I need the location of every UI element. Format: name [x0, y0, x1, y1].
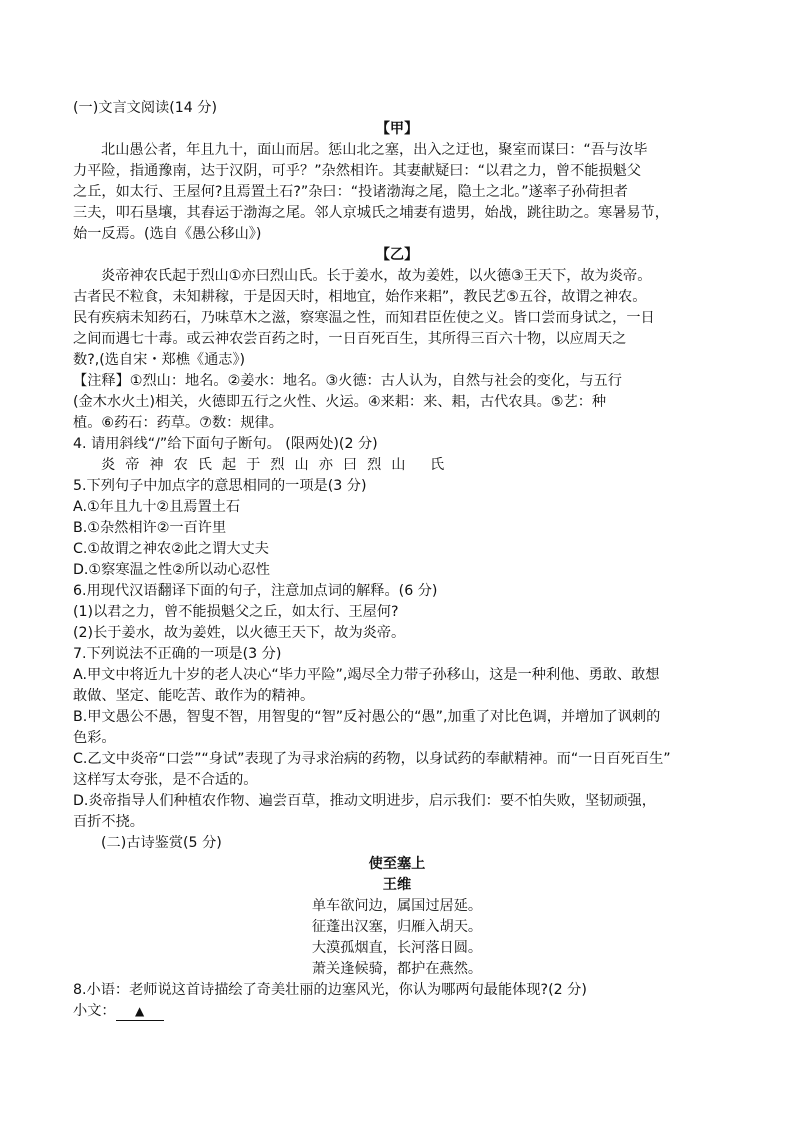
passage-b-line: 炎帝神农氏起于烈山①亦曰烈山氏。长于姜水，故为姜姓，以火德③王天下，故为炎帝。 [101, 268, 652, 284]
question-7-option-line: 这样写太夸张，是不合适的。 [73, 772, 258, 788]
question-5-option-d: D.①察寒温之性②所以动心忍性 [73, 562, 270, 578]
question-8-answer-row [73, 1001, 723, 1022]
answer-label: 小文： [73, 1003, 116, 1019]
question-4-stem: 4. 请用斜线“/”给下面句子断句。 (限两处)(2 分) [73, 436, 378, 452]
poem-verse: 单车欲问边，属国过居延。 [311, 898, 483, 914]
question-7-option-line: 百折不挠。 [73, 814, 144, 830]
question-8-stem: 8.小语：老师说这首诗描绘了奇美壮丽的边塞风光，你认为哪两句最能体现?(2 分) [73, 982, 587, 998]
question-6-stem: 6.用现代汉语翻译下面的句子，注意加点词的解释。(6 分) [73, 583, 438, 599]
question-7-option-line: 色彩。 [73, 730, 116, 746]
poem-title: 使至塞上 [368, 856, 426, 872]
poem-verse: 大漠孤烟直，长河落日圆。 [311, 940, 483, 956]
passage-b-line: 古者民不粒食，未知耕稼，于是因天时，相地宜，始作来耜”，教民艺⑤五谷，故谓之神农。 [73, 289, 647, 305]
notes-line: 【注释】①烈山：地名。②姜水：地名。③火德：古人认为，自然与社会的变化，与五行 [73, 373, 622, 389]
passage-b-line: 民有疾病未知药石，乃味草木之滋，察寒温之性，而知君臣佐使之义。皆口尝而身试之，一日 [73, 310, 655, 326]
question-5-option-c: C.①故谓之神农②此之谓大丈夫 [73, 541, 269, 557]
passage-a-line: 力平险，指通豫南，达于汉阴，可乎？”杂然相许。其妻献疑曰：“以君之力，曾不能损魁父 [73, 163, 642, 179]
passage-a-label: 【甲】 [375, 121, 419, 137]
passage-a-line: 始一反焉。(选自《愚公移山》) [73, 226, 262, 242]
passage-a-line: 北山愚公者，年且九十，面山而居。惩山北之塞，出入之迂也，聚室而谋曰：“吾与汝毕 [101, 142, 648, 158]
question-6-item-1: (1)以君之力，曾不能损魁父之丘，如太行、王屋何? [73, 604, 399, 620]
question-7-option-line: 敢做、坚定、能吃苦、敢作为的精神。 [73, 688, 315, 704]
passage-b-line: 之间而遇七十毒。或云神农尝百药之时，一日百死百生，其所得三百六十物，以应周天之 [73, 331, 627, 347]
question-6-item-2: (2)长于姜水，故为姜姓，以火德王天下，故为炎帝。 [73, 625, 406, 641]
notes-line: 植。⑥药石：药草。⑦数：规律。 [73, 415, 283, 431]
passage-a-line: 之丘，如太行、王屋何?且焉置土石?”杂曰：“投诸渤海之尾，隐土之北。”遂率子孙荷担者 [73, 184, 628, 200]
poem-verse: 萧关逢候骑，都护在燕然。 [311, 961, 483, 977]
triangle-marker-icon: ▲ [134, 1004, 145, 1018]
question-5-stem: 5.下列句子中加点字的意思相同的一项是(3 分) [73, 478, 367, 494]
question-4-sentence: 炎帝神农氏起于烈山亦曰烈山 氏 [101, 457, 455, 473]
question-7-stem: 7.下列说法不正确的一项是(3 分) [73, 646, 282, 662]
question-7-option-line: C.乙文中炎帝“口尝”“身试”表现了为寻求治病的药物，以身试药的奉献精神。而“一日百死百生” [73, 751, 671, 767]
question-7-option-line: A.甲文中将近九十岁的老人决心“毕力平险”,竭尽全力带子孙移山，这是一种利他、勇敢、敢想 [73, 667, 660, 683]
passage-b-label: 【乙】 [375, 247, 419, 263]
question-7-option-line: D.炎帝指导人们种植农作物、遍尝百草，推动文明进步，启示我们：要不怕失败，坚韧顽强， [73, 793, 656, 809]
section-heading-poetry: (二)古诗鉴赏(5 分) [101, 835, 222, 851]
question-7-option-line: B.甲文愚公不愚，智叟不智，用智叟的“智”反衬愚公的“愚”,加重了对比色调，并增加了讽刺的 [73, 709, 661, 725]
question-5-option-a: A.①年且九十②且焉置土石 [73, 499, 241, 515]
question-5-option-b: B.①杂然相许②一百许里 [73, 520, 227, 536]
answer-blank[interactable] [116, 1003, 164, 1021]
passage-a-line: 三夫，叩石垦壤，其舂运于渤海之尾。邻人京城氏之埔妻有遗男，始战，跳往助之。寒暑易节， [73, 205, 669, 221]
passage-b-line: 数?,(选自宋・郑樵《通志》) [73, 352, 246, 368]
poem-author: 王维 [382, 877, 412, 893]
poem-verse: 征蓬出汉塞，归雁入胡天。 [311, 919, 483, 935]
notes-line: (金木水火土)相关，火德即五行之火性、火运。④来耜：来、耜，古代农具。⑤艺：种 [73, 394, 607, 410]
section-heading-classical: (一)文言文阅读(14 分) [73, 100, 218, 116]
